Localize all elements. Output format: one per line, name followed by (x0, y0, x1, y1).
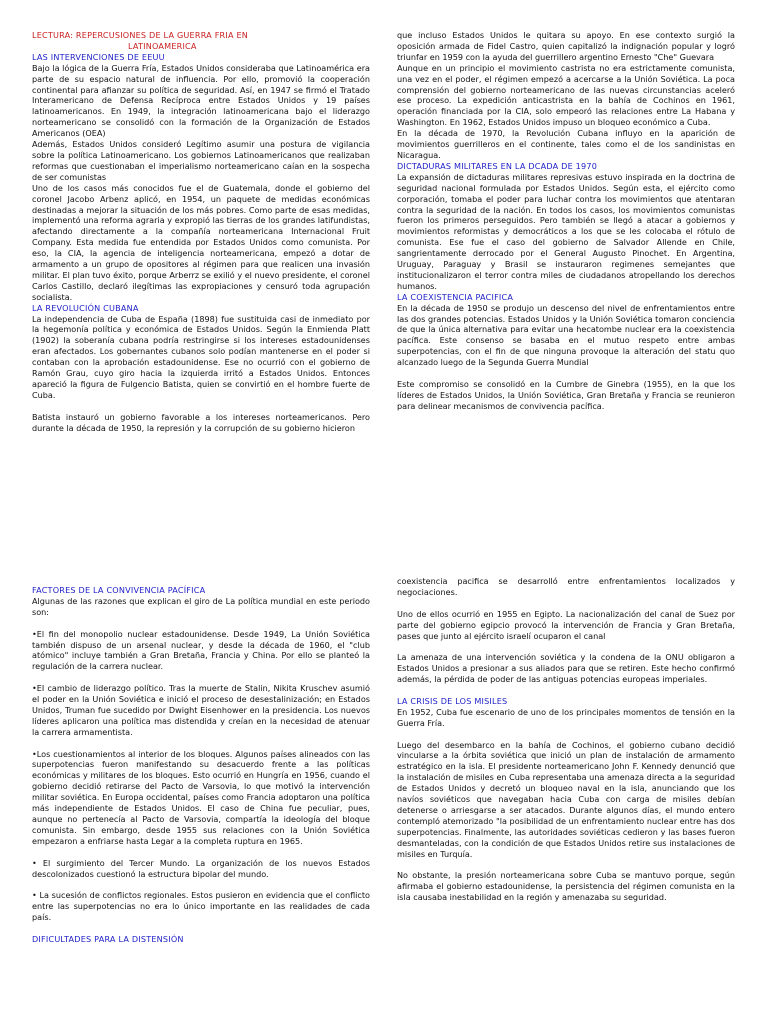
paragraph: En la década de 1950 se produjo un descenso del nivel de enfrentamientos entre las dos grandes potencias. Estados Unidos y la Unión Soviética tomaron conciencia de que la única alternativa para evitar una hecatombe nuclear era la coexistencia pacífica. Este consenso se basaba en el mutuo respeto entre ambas superpotencias, con el fin de que ninguna provoque la alteración del statu quo alcanzado luego de la Segunda Guerra Mundial (397, 302, 735, 368)
paragraph: Luego del desembarco en la bahía de Cochinos, el gobierno cubano decidió vincularse a la órbita soviética que inició un plan de instalación de armamento estratégico en la isla. El presidente norteamericano John F. Kennedy denunció que la instalación de misiles en Cuba representaba una amenaza directa a la seguridad de Estados Unidos y decretó un bloqueo naval en la isla, anunciando que los navíos soviéticos que navegaban hacia Cuba con carga de misiles debían detenerse o arriesgarse a ser atacados. Durante algunos días, el mundo entero contempló atemorizado "la posibilidad de un enfrentamiento nuclear entre has dos superpotencias. Finalmente, las autoridades soviéticas cedieron y las bases fueron desmanteladas, con la condición de que Estados Unidos retire sus instalaciones de misiles en Turquía. (397, 739, 735, 859)
paragraph: coexistencia pacifica se desarrolló entre enfrentamientos localizados y negociaciones. (397, 576, 735, 597)
paragraph: que incluso Estados Unidos le quitara su apoyo. En ese contexto surgió la oposición armada de Fidel Castro, quien capitalizó la indignación popular y logró triunfar en 1959 con la ayuda del guerrillero argentino Ernesto "Che" Guevara (397, 30, 735, 62)
paragraph: La expansión de dictaduras militares represivas estuvo inspirada en la doctrina de seguridad nacional formulada por Estados Unidos. Según esta, el ejército como corporación, tomaba el poder para luchar contra los movimientos que atentaran contra la seguridad de la nación. En todos los casos, los movimientos comunistas fueron los primeros perseguidos. Pero también se llegó a atacar a gobiernos y movimientos reformistas y democráticos a los que se les colocaba el rótulo de comunista. Ese fue el caso del gobierno de Salvador Allende en Chile, sangrientamente derrocado por el General Augusto Pinochet. En Argentina, Uruguay, Paraguay y Brasil se instauraron regimenes semejantes que institucionalizaron el terror contra miles de ciudadanos atropellando los derechos humanos. (397, 171, 735, 291)
paragraph: Uno de los casos más conocidos fue el de Guatemala, donde el gobierno del coronel Jacobo Arbenz aplicó, en 1954, un paquete de medidas económicas destinadas a mejorar la situación de los más pobres. Como parte de esas medidas, implementó una reforma agraria y expropió las tierras de los grandes latifundistas, afectando directamente a la compañía norteamericana Internacional Fruit Company. Esta medida fue entendida por Estados Unidos como comunista. Por eso, la CIA, la agencia de inteligencia norteamericana, empezó a dotar de armamento a un grupo de opositores al régimen para que realicen una invasión militar. El plan tuvo éxito, porque Arberrz se exilió y el nuevo presidente, el coronel Carlos Castillo, declaró ilegítimas las expropiaciones y censuró toda agrupación socialista. (32, 182, 370, 302)
bullet-item: •EI cambio de liderazgo político. Tras la muerte de Stalin, Nikita Kruschev asumió el poder en la Unión Soviética e inició el proceso de desestalinización; en Estados Unidos, Truman fue sucedido por Dwight Eisenhower en la presidencia. Los nuevos líderes aplicaron una política mas distendida y creían en la necesidad de atenuar la carrera armamentista. (32, 683, 370, 737)
page2-right-column (397, 576, 735, 1024)
paragraph: Algunas de las razones que explican el giro de La política mundial en este periodo son: (32, 595, 370, 617)
heading-military-dictatorships: DICTADURAS MILITARES EN LA DCADA DE 1970 (397, 160, 598, 171)
page1-left-column (32, 30, 370, 508)
paragraph: No obstante, la presión norteamericana sobre Cuba se mantuvo porque, según afirmaba el gobierno estadounidense, la persistencia del régimen comunista en la isla causaba inestabilidad en la región y amenazaba su seguridad. (397, 870, 735, 903)
paragraph: Este compromiso se consolidó en la Cumbre de Ginebra (1955), en la que los líderes de Estados Unidos, la Unión Soviética, Gran Bretaña y Francia se reunieron para delinear mecanismos de convivencia pacífica. (397, 378, 735, 411)
reading-title: LECTURA: REPERCUSIONES DE LA GUERRA FRIA EN (32, 30, 249, 40)
page1-right-column (397, 30, 735, 508)
paragraph: Además, Estados Unidos consideró Legítimo asumir una postura de vigilancia sobre la política Latinoamericano. Los gobiernos Latinoamericanos que realizaban reformas que cuestionaban el imperialismo norteamericano caían en la sospecha de ser comunistas (32, 139, 370, 182)
heading-peaceful-coexistence: LA COEXISTENCIA PACIFICA (397, 291, 514, 302)
heading-detente-difficulties: DIFICULTADES PARA LA DISTENSIÓN (32, 933, 184, 944)
heading-cuban-revolution: LA REVOLUCIÓN CUBANA (32, 302, 139, 313)
heading-missile-crisis: LA CRISIS DE LOS MISILES (397, 695, 508, 706)
paragraph: La independencia de Cuba de España (1898) fue sustituida casi de inmediato por la hegemonía política y económica de Estados Unidos. Según la Enmienda Platt (1902) la soberanía cubana podría restringirse si los intereses estadounidenses eran afectados. Los gobernantes cubanos solo podían mantenerse en el poder si contaban con la aprobación estadounidense. Ese no ocurrió con el gobierno de Ramón Grau, cuyo giro hacia la izquierda irritó a Estados Unidos. Entonces apareció la figura de Fulgencio Batista, quien se convirtió en el hombre fuerte de Cuba. (32, 313, 370, 400)
paragraph: La amenaza de una intervención soviética y la condena de la ONU obligaron a Estados Unidos a presionar a sus aliados para que se retiren. Este hecho confirmó además, la pérdida de poder de las antiguas potencias europeas imperiales. (397, 652, 735, 685)
bullet-item: •El fin del monopolio nuclear estadounidense. Desde 1949, La Unión Soviética también dispuso de un arsenal nuclear, y desde la década de 1960, el "club atómico" incluye también a Gran Bretaña, Francia y China. Por ello se planteó la regulación de la carrera nuclear. (32, 628, 370, 672)
bullet-item: • El surgimiento del Tercer Mundo. La organización de los nuevos Estados descolonizados cuestionó la estructura bipolar del mundo. (32, 857, 370, 879)
paragraph: Aunque en un principio el movimiento castrista no era estrictamente comunista, una vez en el poder, el régimen empezó a acercarse a la Unión Soviética. La poca comprensión del gobierno norteamericano de las nuevas circunstancias aceleró ese proceso. La expedición anticastrista en la bahía de Cochinos en 1961, operación financiada por la CIA, solo empeoró las relaciones entre La Habana y Washington. En 1962, Estados Unidos impuso un bloqueo económico a Cuba. (397, 62, 735, 128)
heading-us-interventions: LAS INTERVENCIONES DE EEUU (32, 51, 165, 62)
reading-title-line2: LATINOAMERICA (128, 40, 197, 51)
heading-coexistence-factors: FACTORES DE LA CONVIVENCIA PACÍFICA (32, 585, 206, 595)
paragraph: En 1952, Cuba fue escenario de uno de los principales momentos de tensión en la Guerra Fría. (397, 706, 735, 728)
page2-left-column (32, 585, 370, 1024)
paragraph: Uno de ellos ocurrió en 1955 en Egipto. La nacionalización del canal de Suez por parte del gobierno egipcio provocó la intervención de Francia y Gran Bretaña, pases que junto al ejército israelí ocuparon el canal (397, 608, 735, 641)
bullet-item: • La sucesión de conflictos regionales. Estos pusieron en evidencia que el conflicto entre las superpotencias no era lo único importante en las realidades de cada país. (32, 890, 370, 923)
paragraph: En la década de 1970, la Revolución Cubana influyo en la aparición de movimientos guerrilleros en el continente, tales como el de los sandinistas en Nicaragua. (397, 128, 735, 160)
bullet-item: •Los cuestionamientos al interior de los bloques. Algunos países alineados con las superpotencias fueron manifestando su desacuerdo frente a las políticas económicas y militares de los bloques. Esto ocurrió en Hungría en 1956, cuando el gobierno decidió retirarse del Pacto de Varsovia, lo que motivó la intervención militar soviética. En Europa occidental, países como Francia adoptaron una política más independiente de Estados Unidos. El caso de China fue peculiar, pues, aunque no pertenecía al Pacto de Varsovia, compartía la ideología del bloque comunista. Sin embargo, desde 1955 sus relaciones con la Unión Soviética empezaron a enfriarse hasta Legar a la completa ruptura en 1965. (32, 748, 370, 846)
paragraph: Batista instauró un gobierno favorable a los intereses norteamericanos. Pero durante la década de 1950, la represión y la corrupción de su gobierno hicieron (32, 411, 370, 433)
paragraph: Bajo la lógica de la Guerra Fría, Estados Unidos consideraba que Latinoamérica era parte de su espacio natural de influencia. Por ello, promovió la cooperación continental para afianzar su política de seguridad. Así, en 1947 se firmó el Tratado Interamericano de Defensa Recíproca entre Estados Unidos y 19 países latinoamericanos. En 1949, la integración latinoamericana bajo el liderazgo norteamericano se consolidó con la formación de la Organización de Estados Americanos (OEA) (32, 62, 370, 139)
